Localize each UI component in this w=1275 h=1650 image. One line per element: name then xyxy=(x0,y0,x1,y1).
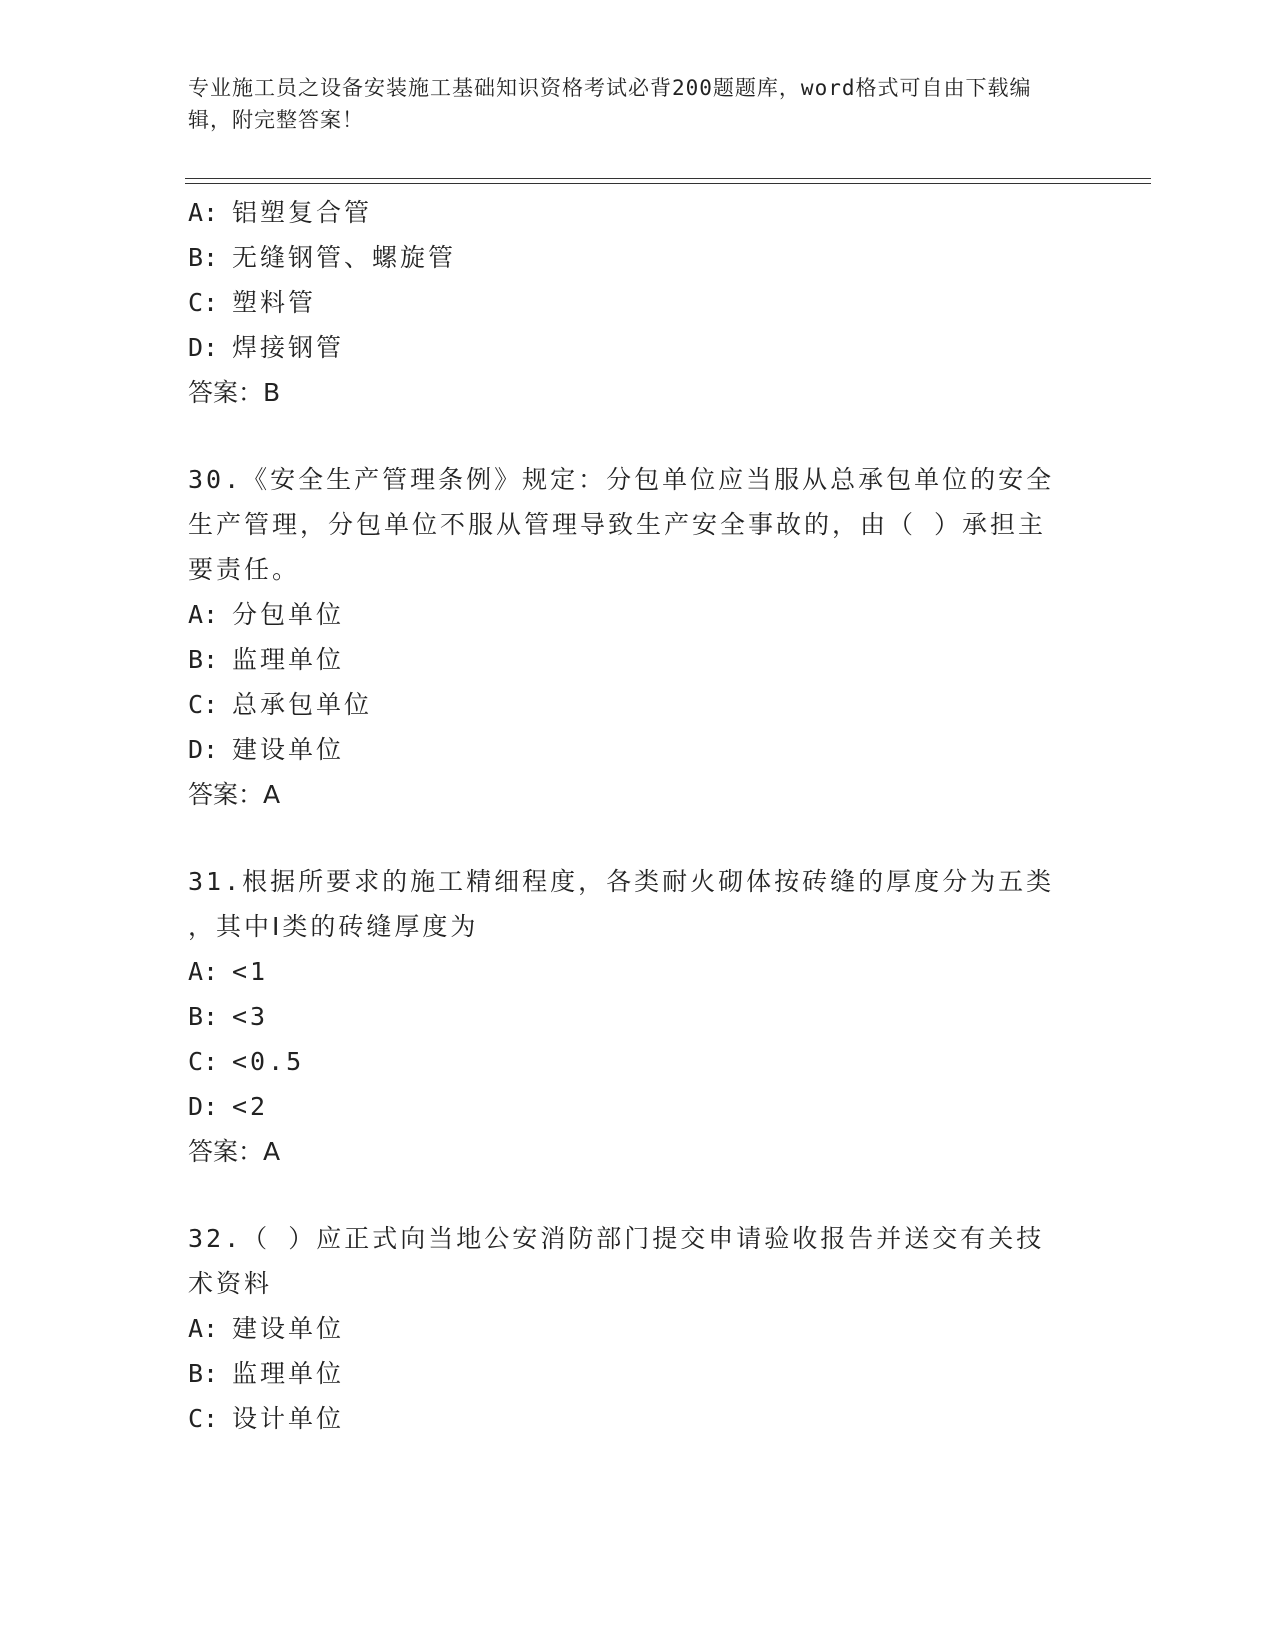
option-letter: A: xyxy=(188,600,219,629)
option-c xyxy=(188,682,1068,727)
option-letter: D: xyxy=(188,333,219,362)
option-c xyxy=(188,280,1068,325)
answer-line: 答案：B xyxy=(188,378,281,407)
option-text: <0.5 xyxy=(232,1047,305,1076)
option-b xyxy=(188,637,1068,682)
option-b xyxy=(188,235,1068,280)
option-letter: A: xyxy=(188,198,219,227)
option-letter: A: xyxy=(188,1314,219,1343)
option-letter: B: xyxy=(188,645,219,674)
question-32-block xyxy=(188,1216,1068,1441)
option-c xyxy=(188,1039,1068,1084)
header-divider-bottom xyxy=(185,183,1151,184)
question-30-block xyxy=(188,457,1068,817)
option-letter: C: xyxy=(188,690,219,719)
question-30-text: 30.《安全生产管理条例》规定：分包单位应当服从总承包单位的安全 生产管理，分包单位不服从管理导致生产安全事故的，由（ ）承担主 要责任。 xyxy=(188,465,1055,584)
answer-line: 答案：A xyxy=(188,780,281,809)
option-letter: B: xyxy=(188,243,219,272)
option-b xyxy=(188,1351,1068,1396)
option-letter: B: xyxy=(188,1002,219,1031)
option-letter: D: xyxy=(188,735,219,764)
option-d xyxy=(188,1084,1068,1129)
question-list xyxy=(188,190,1068,1441)
option-text: 无缝钢管、螺旋管 xyxy=(232,243,457,272)
answer-line: 答案：A xyxy=(188,1137,281,1166)
option-text: 建设单位 xyxy=(232,1314,345,1343)
option-c xyxy=(188,1396,1068,1441)
document-header: 专业施工员之设备安装施工基础知识资格考试必背200题题库，word格式可自由下载编辑，附完整答案！ xyxy=(188,76,1032,132)
option-b xyxy=(188,994,1068,1039)
option-text: 焊接钢管 xyxy=(232,333,345,362)
option-text: <2 xyxy=(232,1092,269,1121)
option-a xyxy=(188,1306,1068,1351)
option-text: 监理单位 xyxy=(232,645,345,674)
question-31-text: 31.根据所要求的施工精细程度，各类耐火砌体按砖缝的厚度分为五类 ，其中Ⅰ类的砖缝厚度为 xyxy=(188,867,1055,941)
option-letter: B: xyxy=(188,1359,219,1388)
option-d xyxy=(188,325,1068,370)
option-text: 塑料管 xyxy=(232,288,317,317)
option-text: 设计单位 xyxy=(232,1404,345,1433)
option-d xyxy=(188,727,1068,772)
question-31-block xyxy=(188,859,1068,1174)
carryover-question-block xyxy=(188,190,1068,415)
option-text: 铝塑复合管 xyxy=(232,198,373,227)
option-a xyxy=(188,949,1068,994)
option-a xyxy=(188,190,1068,235)
option-text: <3 xyxy=(232,1002,269,1031)
option-letter: C: xyxy=(188,1047,219,1076)
option-letter: D: xyxy=(188,1092,219,1121)
option-letter: C: xyxy=(188,1404,219,1433)
option-letter: C: xyxy=(188,288,219,317)
question-32-text: 32.（ ）应正式向当地公安消防部门提交申请验收报告并送交有关技 术资料 xyxy=(188,1224,1045,1298)
option-text: 总承包单位 xyxy=(232,690,373,719)
option-a xyxy=(188,592,1068,637)
option-text: 监理单位 xyxy=(232,1359,345,1388)
option-letter: A: xyxy=(188,957,219,986)
option-text: <1 xyxy=(232,957,269,986)
header-divider-top xyxy=(185,178,1151,179)
option-text: 建设单位 xyxy=(232,735,345,764)
option-text: 分包单位 xyxy=(232,600,345,629)
